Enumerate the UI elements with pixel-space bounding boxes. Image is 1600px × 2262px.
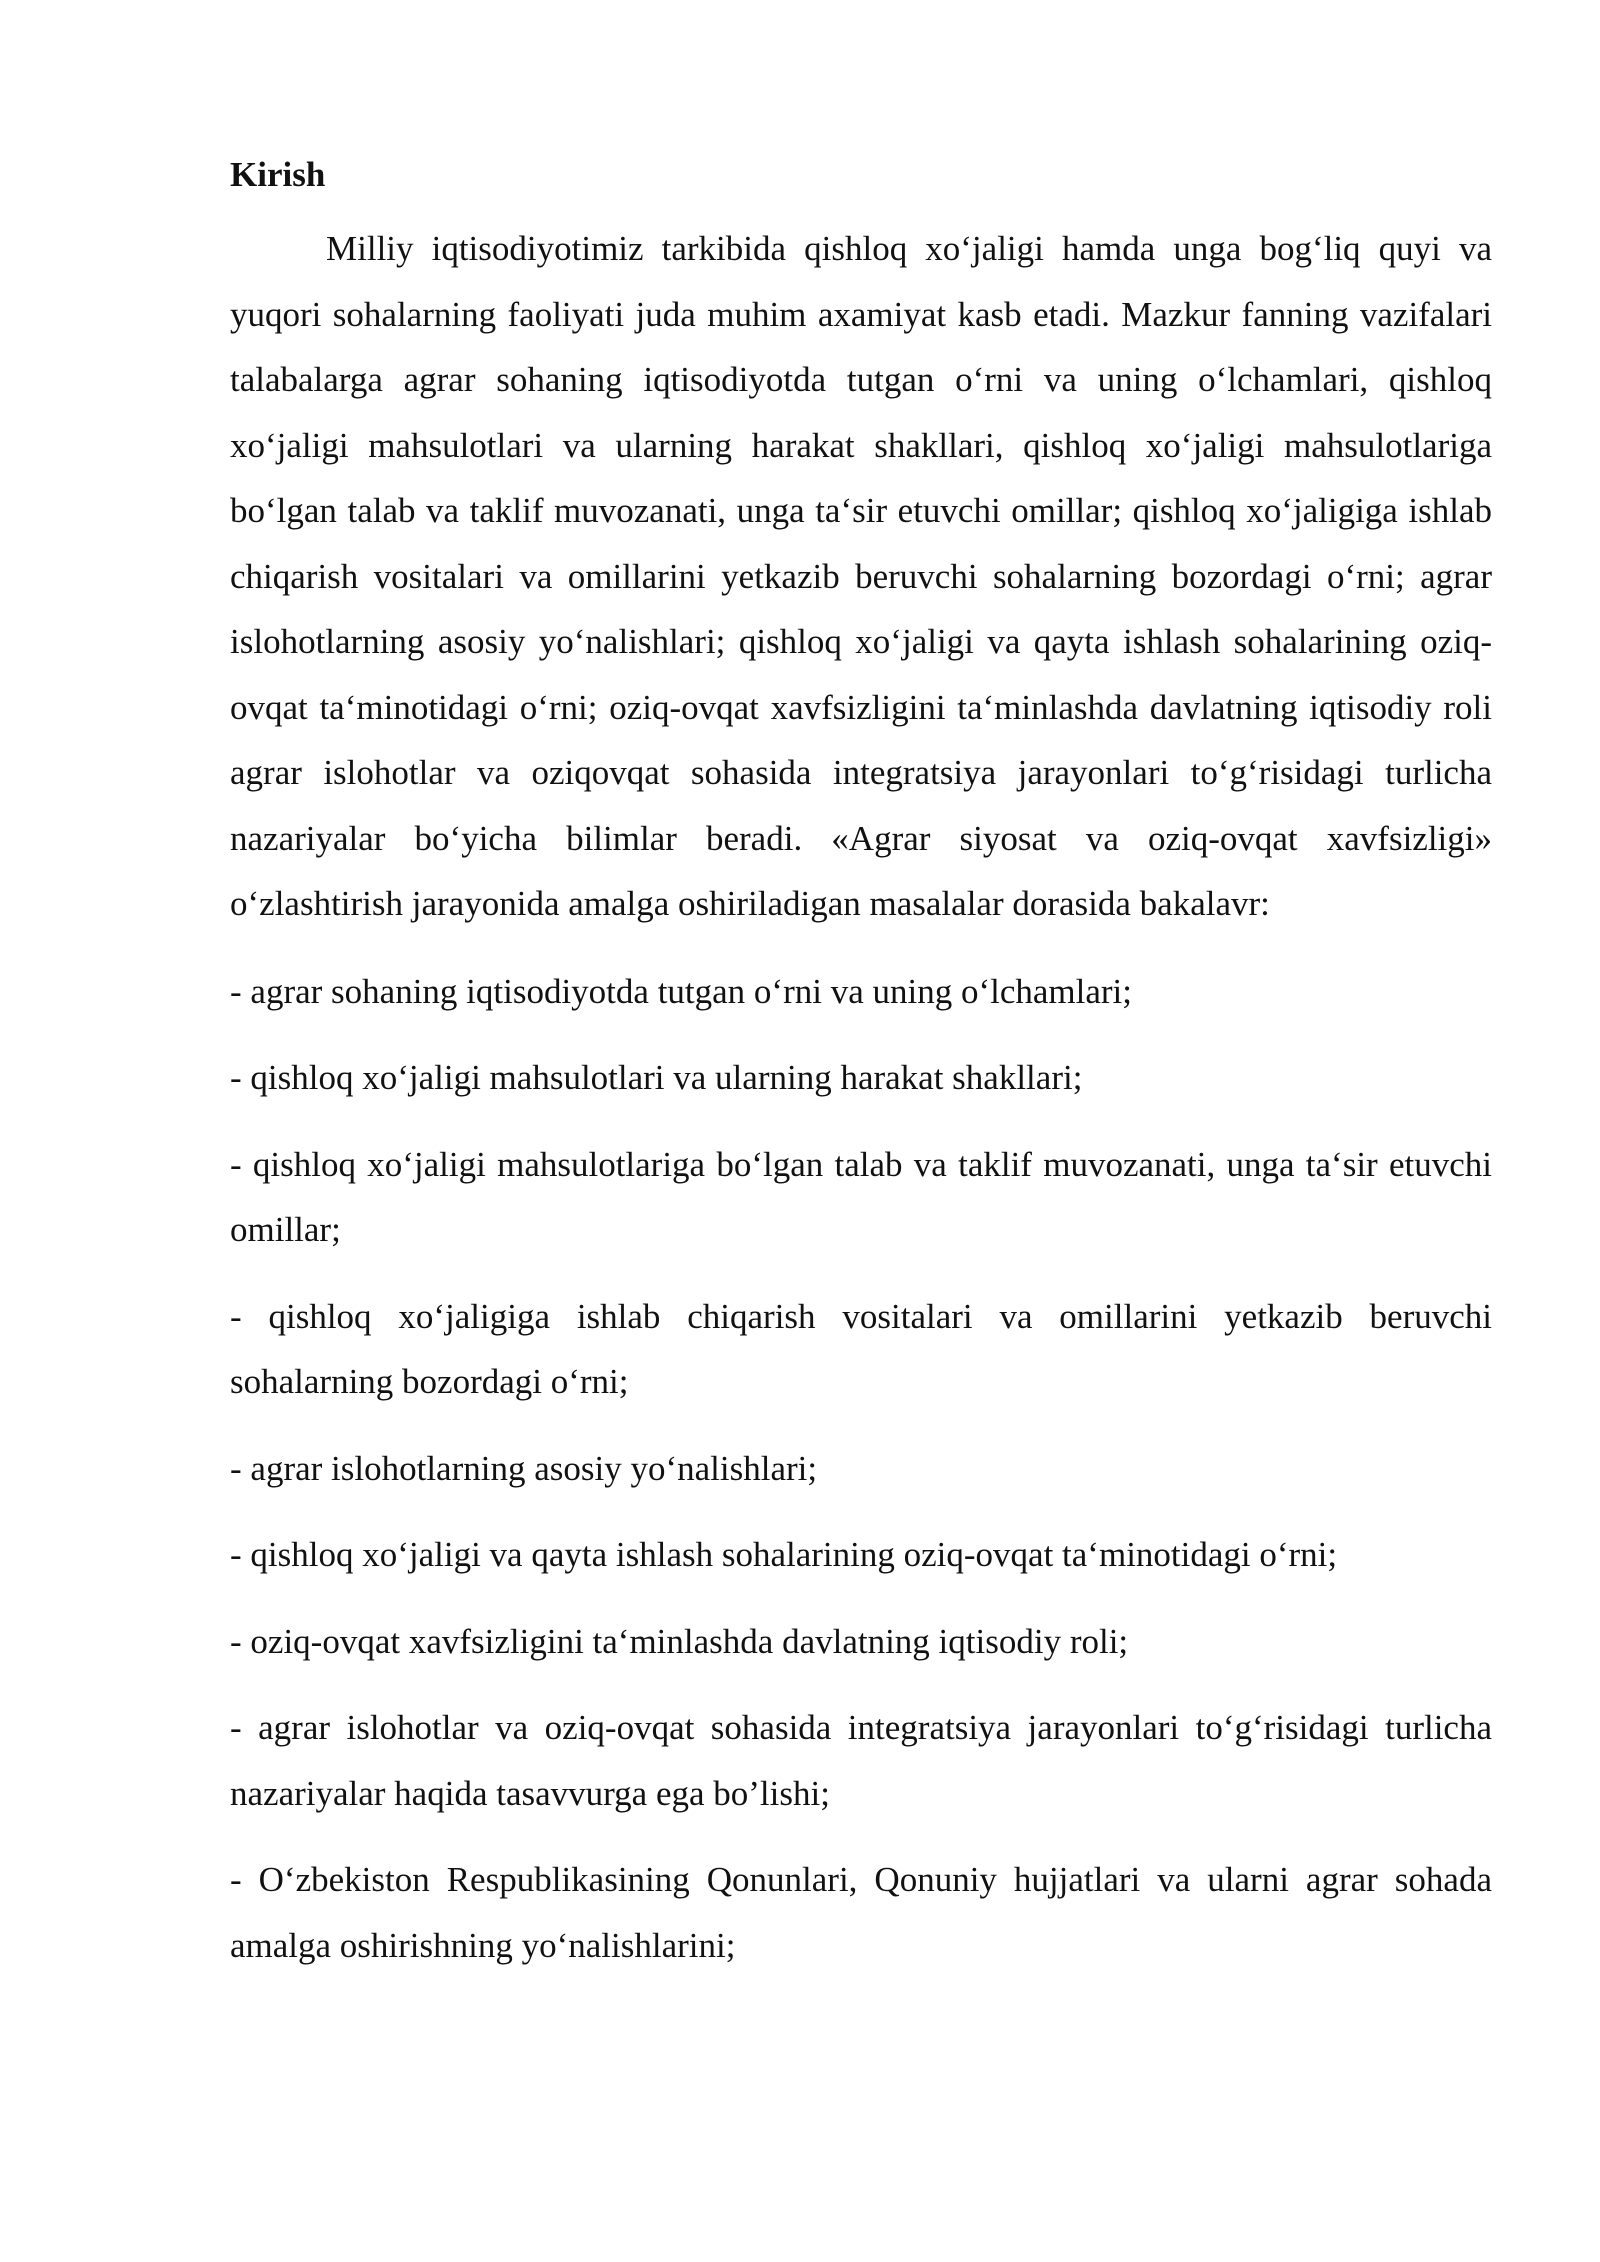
page-content (230, 148, 1492, 1999)
list-item: - qishloq xo‘jaligi va qayta ishlash sohalarining oziq-ovqat ta‘minotidagi o‘rni; (230, 1535, 1338, 1574)
list-item: - qishloq xo‘jaligiga ishlab chiqarish vositalari va omillarini yetkazib beruvchi sohalarning bozordagi o‘rni; (230, 1296, 1492, 1401)
intro-paragraph: Milliy iqtisodiyotimiz tarkibida qishloq xo‘jaligi hamda unga bog‘liq quyi va yuqori sohalarning faoliyati juda muhim axamiyat kasb etadi. Mazkur fanning vazifalari talabalarga agrar sohaning iqtisodiyotda tutgan o‘rni va uning o‘lchamlari, qishloq xo‘jaligi mahsulotlari va ularning harakat shakllari, qishloq xo‘jaligi mahsulotlariga bo‘lgan talab va taklif muvozanati, unga ta‘sir etuvchi omillar; qishloq xo‘jaligiga ishlab chiqarish vositalari va omillarini yetkazib beruvchi sohalarning bozordagi o‘rni; agrar islohotlarning asosiy yo‘nalishlari; qishloq xo‘jaligi va qayta ishlash sohalarining oziq-ovqat ta‘minotidagi o‘rni; oziq-ovqat xavfsizligini ta‘minlashda davlatning iqtisodiy roli agrar islohotlar va oziqovqat sohasida integratsiya jarayonlari to‘g‘risidagi turlicha nazariyalar bo‘yicha bilimlar beradi. «Agrar siyosat va oziq-ovqat xavfsizligi» o‘zlashtirish jarayonida amalga oshiriladigan masalalar dorasida bakalavr: (230, 229, 1492, 923)
objectives-list (230, 959, 1492, 1979)
list-item: - qishloq xo‘jaligi mahsulotlari va ularning harakat shakllari; (230, 1058, 1083, 1097)
list-item: - agrar sohaning iqtisodiyotda tutgan o‘rni va uning o‘lchamlari; (230, 971, 1133, 1011)
list-item: - agrar islohotlarning asosiy yo‘nalishlari; (230, 1448, 818, 1488)
list-item: - qishloq xo‘jaligi mahsulotlariga bo‘lgan talab va taklif muvozanati, unga ta‘sir etuvchi omillar; (230, 1144, 1492, 1249)
section-heading: Kirish (230, 155, 326, 194)
list-item: - agrar islohotlar va oziq-ovqat sohasida integratsiya jarayonlari to‘g‘risidagi turlicha nazariyalar haqida tasavvurga ega bo’lishi; (230, 1708, 1492, 1813)
list-item: - O‘zbekiston Respublikasining Qonunlari, Qonuniy hujjatlari va ularni agrar sohada amalga oshirishning yo‘nalishlarini; (230, 1860, 1492, 1965)
list-item: - oziq-ovqat xavfsizligini ta‘minlashda davlatning iqtisodiy roli; (230, 1621, 1129, 1661)
